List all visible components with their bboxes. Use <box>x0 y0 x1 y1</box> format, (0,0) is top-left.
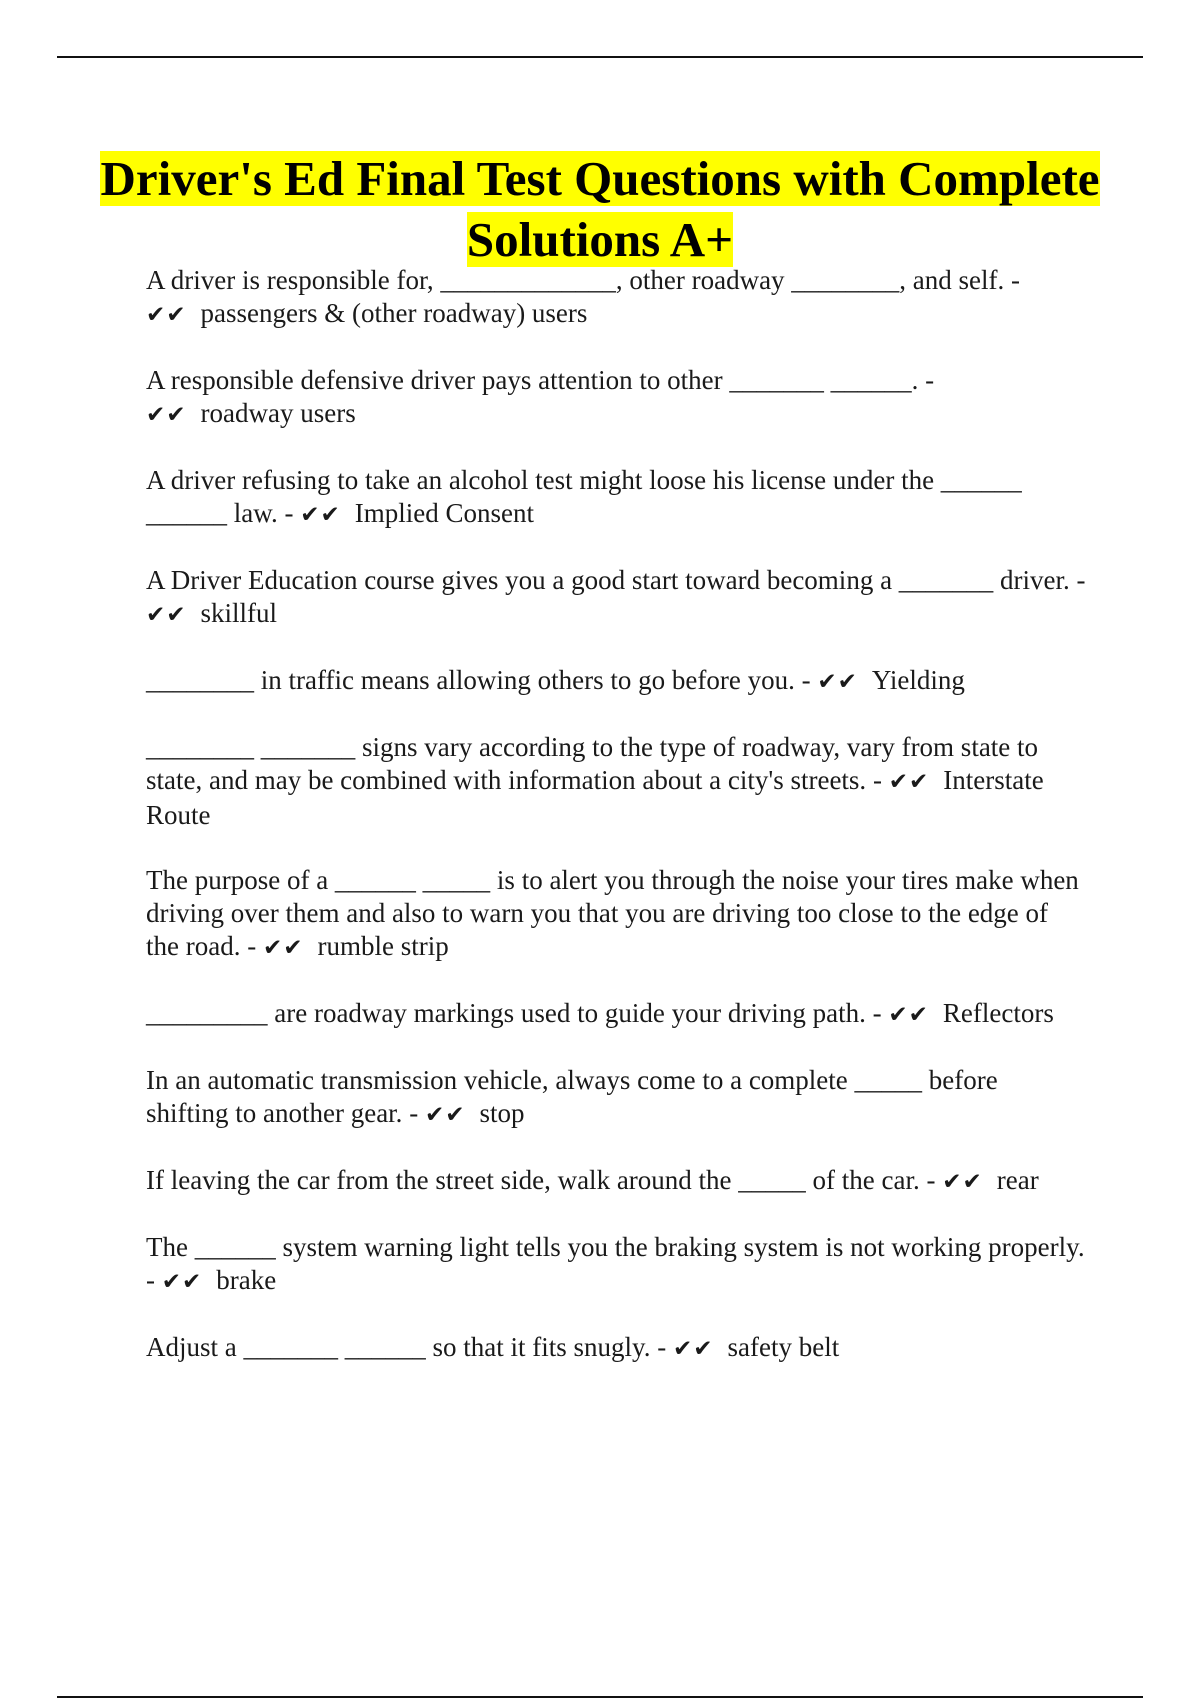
footer-rule <box>57 1696 1143 1698</box>
question-item <box>146 1331 1086 1366</box>
question-item <box>146 997 1086 1032</box>
checkmark-icon: ✔✔ <box>262 935 304 961</box>
question-item <box>146 664 1086 699</box>
separator-dash: - <box>240 931 263 961</box>
separator-dash: - <box>1069 565 1086 595</box>
question-item <box>146 464 1086 532</box>
question-text: If leaving the car from the street side, walk around the _____ of the car. <box>146 1165 920 1195</box>
question-text: Adjust a _______ ______ so that it fits snugly. <box>146 1332 651 1362</box>
question-item <box>146 264 1086 332</box>
question-text: A driver is responsible for, _____________, other roadway ________, and self. <box>146 265 1005 295</box>
answer-text: rumble strip <box>317 931 449 961</box>
checkmark-icon: ✔✔ <box>888 1002 929 1028</box>
answer-text: rear <box>996 1165 1039 1195</box>
separator-dash: - <box>918 365 935 395</box>
question-text: A Driver Education course gives you a good start toward becoming a _______ driver. <box>146 565 1070 595</box>
answer-text: passengers & (other roadway) users <box>200 298 588 328</box>
question-item <box>146 1164 1086 1199</box>
answer-text: Implied Consent <box>354 498 535 528</box>
answer-text: safety belt <box>727 1332 840 1362</box>
question-text: A responsible defensive driver pays attention to other _______ ______. <box>146 365 919 395</box>
question-item <box>146 1064 1086 1132</box>
question-item <box>146 364 1086 432</box>
checkmark-icon: ✔✔ <box>146 402 187 428</box>
answer-text: roadway users <box>200 398 356 428</box>
checkmark-icon: ✔✔ <box>673 1336 714 1362</box>
checkmark-icon: ✔✔ <box>161 1269 203 1295</box>
separator-dash: - <box>277 498 301 528</box>
question-item <box>146 731 1086 832</box>
separator-dash: - <box>865 998 889 1028</box>
checkmark-icon: ✔✔ <box>146 302 187 328</box>
checkmark-icon: ✔✔ <box>888 769 930 795</box>
header-rule <box>57 56 1143 58</box>
question-text: In an automatic transmission vehicle, always come to a complete _____ before shifting to another gear. <box>146 1065 998 1128</box>
checkmark-icon: ✔✔ <box>424 1102 466 1128</box>
separator-dash: - <box>402 1098 425 1128</box>
checkmark-icon: ✔✔ <box>146 602 187 628</box>
answer-text: Reflectors <box>942 998 1054 1028</box>
question-item <box>146 864 1086 965</box>
question-text: The purpose of a ______ _____ is to alert you through the noise your tires make when driving over them and also to warn you that you are driving too close to the edge of the road. <box>146 865 1079 961</box>
question-item <box>146 564 1086 632</box>
answer-text: brake <box>216 1265 277 1295</box>
answer-text: stop <box>479 1098 525 1128</box>
question-list <box>146 264 1086 1398</box>
question-text: The ______ system warning light tells you the braking system is not working properly. <box>146 1232 1085 1262</box>
separator-dash: - <box>919 1165 943 1195</box>
checkmark-icon: ✔✔ <box>300 502 341 528</box>
answer-text: Yielding <box>871 665 965 695</box>
question-item <box>146 1231 1086 1299</box>
answer-text: Interstate Route <box>146 765 1044 830</box>
separator-dash: - <box>794 665 818 695</box>
question-text: ________ _______ signs vary according to the type of roadway, vary from state to state, and may be combined with information about a city's streets. <box>146 732 1039 795</box>
question-text: _________ are roadway markings used to guide your driving path. <box>146 998 866 1028</box>
checkmark-icon: ✔✔ <box>942 1169 983 1195</box>
title-block <box>0 148 1200 270</box>
question-text: A driver refusing to take an alcohol test might loose his license under the ______ ______ law. <box>146 465 1022 528</box>
checkmark-icon: ✔✔ <box>817 669 858 695</box>
separator-dash: - <box>146 1265 162 1295</box>
document-title: Driver's Ed Final Test Questions with Complete Solutions A+ <box>100 151 1100 267</box>
separator-dash: - <box>650 1332 673 1362</box>
answer-text: skillful <box>200 598 278 628</box>
separator-dash: - <box>1004 265 1021 295</box>
question-text: ________ in traffic means allowing others to go before you. <box>146 665 795 695</box>
separator-dash: - <box>866 765 889 795</box>
